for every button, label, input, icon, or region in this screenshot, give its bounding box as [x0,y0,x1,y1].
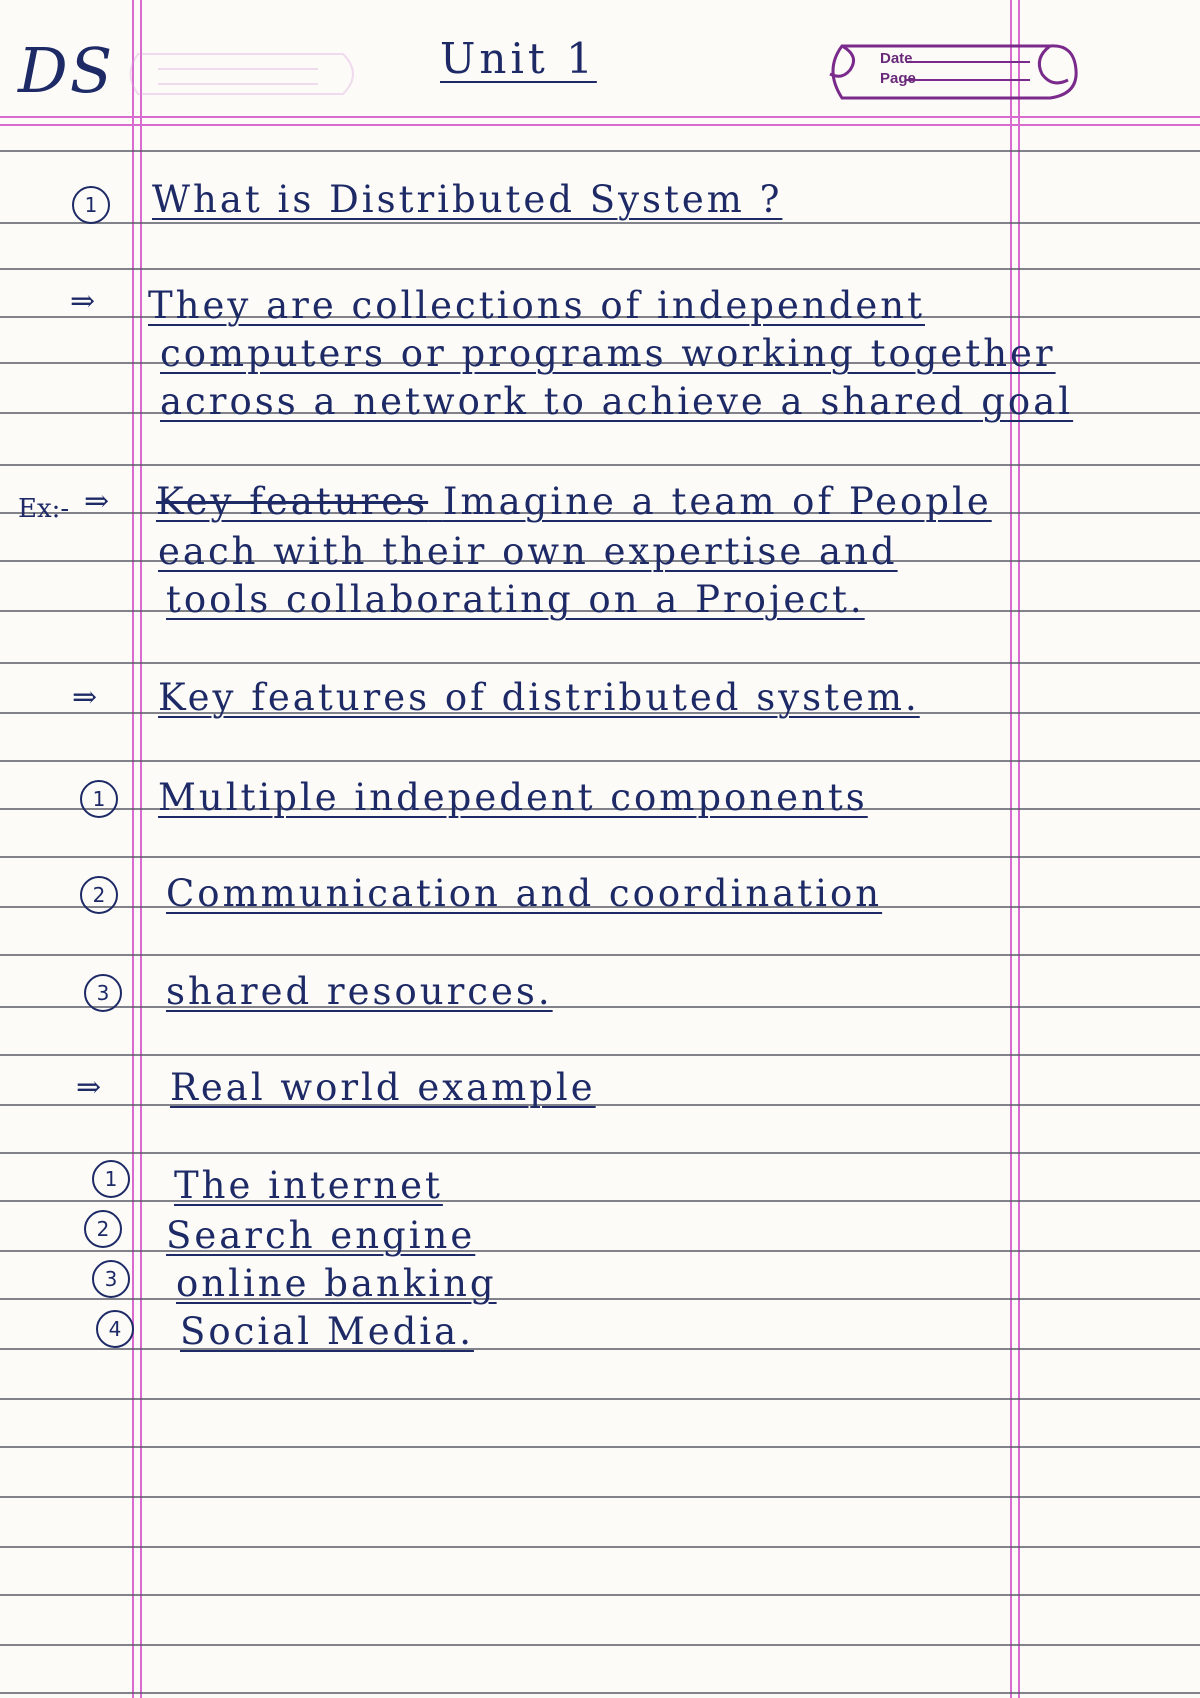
ruled-line [0,954,1200,956]
example-line-1-text: Imagine a team of People [442,480,992,523]
date-label: Date [880,50,913,67]
ruled-line [0,662,1200,664]
subject-title: DS [18,34,115,107]
features-heading: Key features of distributed system. [158,676,920,719]
question-text: What is Distributed System ? [152,178,783,221]
example-marker: Ex:- [18,494,70,524]
ruled-line [0,268,1200,270]
example-struck-text: Key features [156,480,429,523]
ruled-line [0,760,1200,762]
real-world-item-2: Search engine [166,1214,476,1257]
real-world-item-1: The internet [174,1164,443,1207]
ruled-line [0,1594,1200,1596]
real-world-number-2: 2 [84,1210,122,1248]
ruled-line [0,1644,1200,1646]
example-line-1 [156,480,992,523]
date-page-stamp [820,36,1080,106]
real-world-number-4: 4 [96,1310,134,1348]
real-world-number-3: 3 [92,1260,130,1298]
real-world-arrow-icon: ⇒ [76,1070,102,1105]
feature-item-3: shared resources. [166,970,553,1013]
left-margin-line [132,0,134,1698]
ruled-line [0,1446,1200,1448]
real-world-number-1: 1 [92,1160,130,1198]
feature-number-1: 1 [80,780,118,818]
definition-line-2: computers or programs working together [160,332,1056,375]
feature-item-2: Communication and coordination [166,872,883,915]
ruled-line [0,856,1200,858]
ruled-line [0,150,1200,152]
scroll-frame-icon [820,36,1080,106]
page-label: Page [880,70,916,87]
real-world-item-3: online banking [176,1262,497,1305]
ruled-line [0,1152,1200,1154]
header-rule [0,116,1200,118]
feature-number-2: 2 [80,876,118,914]
ruled-line [0,1398,1200,1400]
example-line-3: tools collaborating on a Project. [166,578,865,621]
header-rule-inner [0,124,1200,126]
unit-heading: Unit 1 [440,34,597,83]
definition-line-1: They are collections of independent [148,284,925,327]
right-margin-line-inner [1018,0,1020,1698]
real-world-item-4: Social Media. [180,1310,474,1353]
example-arrow-icon: ⇒ [84,484,110,519]
real-world-heading: Real world example [170,1066,596,1109]
ruled-line [0,1546,1200,1548]
definition-arrow-icon: ⇒ [70,284,96,319]
ruled-line [0,1692,1200,1694]
feature-number-3: 3 [84,974,122,1012]
features-arrow-icon: ⇒ [72,680,98,715]
right-margin-line [1010,0,1012,1698]
feature-item-1: Multiple indepedent components [158,776,868,819]
ruled-line [0,1496,1200,1498]
example-line-2: each with their own expertise and [158,530,898,573]
left-margin-line-inner [140,0,142,1698]
ruled-line [0,1054,1200,1056]
definition-line-3: across a network to achieve a shared goal [160,380,1074,423]
ruled-line [0,464,1200,466]
faint-date-stamp [118,44,368,104]
ruled-line [0,222,1200,224]
question-number: 1 [72,186,110,224]
